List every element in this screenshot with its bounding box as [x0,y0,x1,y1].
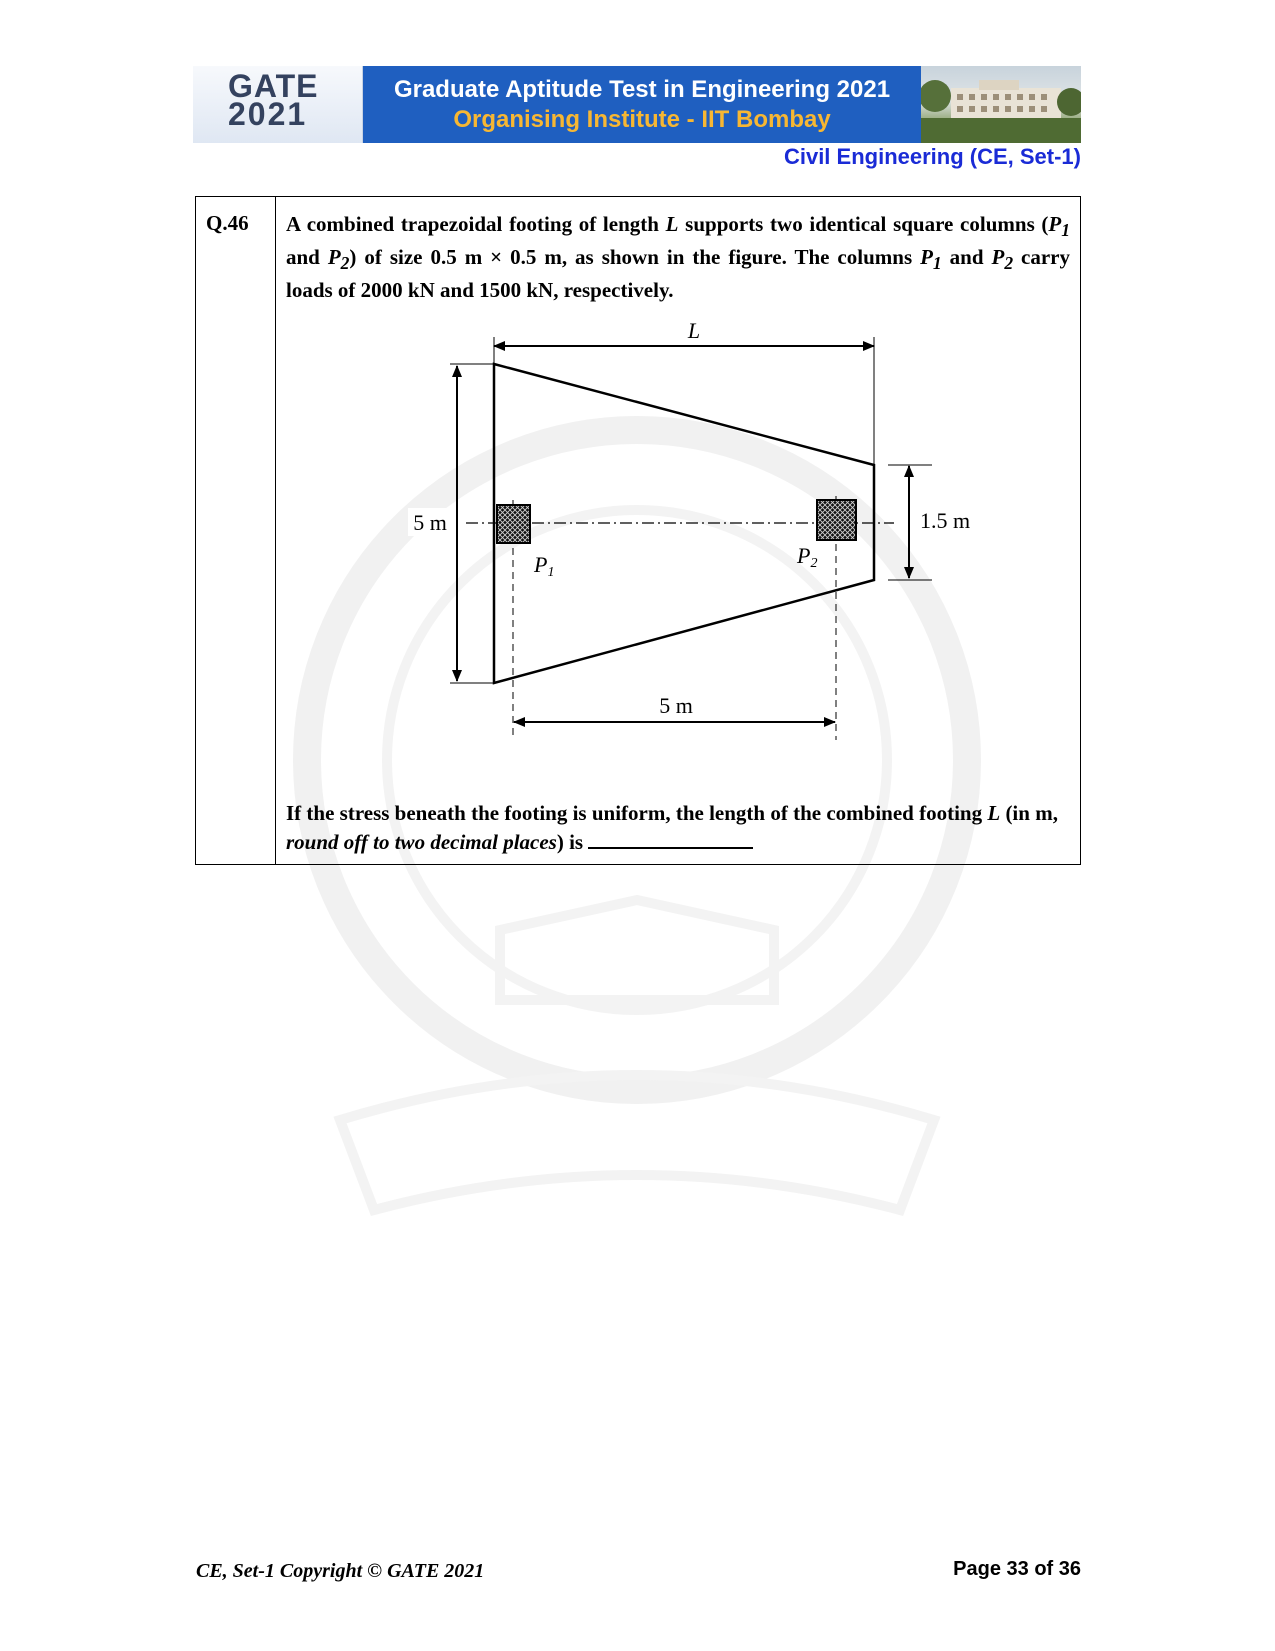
copyright-footer: CE, Set-1 Copyright © GATE 2021 [196,1560,485,1582]
label-p1: P1 [534,552,555,580]
exam-title: Graduate Aptitude Test in Engineering 2021 [393,75,891,103]
question-prompt: If the stress beneath the footing is uniform, the length of the combined footing L (in m, round off to two decimal places) is [286,801,1058,854]
page-number: Page 33 of 36 [953,1558,1081,1580]
label-left-width: 5 m [413,510,447,535]
subject-label: Civil Engineering (CE, Set-1) [783,144,1081,169]
label-right-width: 1.5 m [920,508,971,533]
label-p2: P2 [797,543,818,571]
question-number: Q.46 [206,211,249,235]
question-text: A combined trapezoidal footing of length L supports two identical square columns ($P_1$ and $P_2$) of size 0.5 m × 0.5 m, as shown in the figure. The columns $P_1$ and $P_2$ carry loads of 2000 kN and 1500 kN, respectively. [286,212,1071,303]
column-p2 [817,500,856,540]
column-p1 [497,505,530,543]
organiser-title: Organising Institute - IIT Bombay [453,105,831,133]
label-spacing: 5 m [659,693,693,718]
label-L: L [687,318,701,343]
logo-gate-text: GATE [228,68,319,104]
logo-year-text: 2021 [228,96,308,132]
